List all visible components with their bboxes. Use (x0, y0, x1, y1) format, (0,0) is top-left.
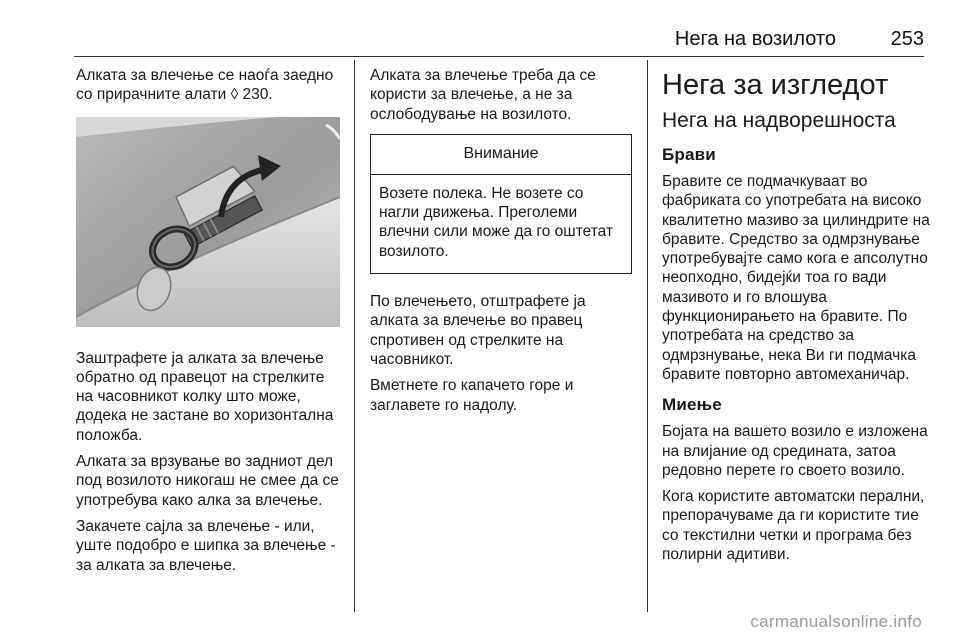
watermark: carmanualsonline.info (750, 612, 922, 631)
body-paragraph: Заштрафете ја алката за влечење обратно од правецот на стрелките на часовникот колку што може, додека не застане во хоризонтална положба. (76, 349, 334, 444)
body-paragraph: Вметнете го капачето горе и заглавете го надолу. (370, 377, 574, 414)
column-divider-left (354, 60, 355, 612)
warning-box (370, 134, 632, 274)
locks-heading: Брави (662, 145, 716, 164)
body-paragraph: По влечењето, отштрафете ја алката за влечење во правец спротивен од стрелките на часовникот. (370, 293, 586, 368)
column-divider-right (647, 60, 648, 612)
body-paragraph: Алката за врзување во задниот дел под возилото никогаш не смее да се употребува како алка за влечење. (76, 453, 339, 509)
column-3 (662, 66, 932, 571)
intro-paragraph: Алката за влечење се наоѓа заедно со прирачните алати ◊ 230. (76, 67, 334, 104)
column-1 (76, 66, 344, 582)
locks-paragraph: Бравите се подмачкуваат во фабриката со употребата на високо квалитетно мазиво за цилиндрите на бравите. Средство за одмрзнување употребувајте само кога е апсолутно неопходно, бидејќи тоа го вади мазивото и го влошува функционирањето на бравите. По употребата на средство за одмрзнување, нека Ви ги подмачка бравите повторно автомеханичар. (662, 173, 930, 383)
body-paragraph: Закачете сајла за влечење - или, уште подобро е шипка за влечење - за алката за влечење. (76, 517, 336, 574)
section-heading: Нега за изгледот (662, 69, 889, 101)
towing-eye-illustration (76, 117, 340, 327)
warning-text: Возете полека. Не возете со нагли движења. Преголеми влечни сили може да го оштетат возилото. (379, 184, 614, 260)
subsection-heading: Нега на надворешноста (662, 109, 896, 132)
header-rule (74, 56, 924, 57)
body-paragraph: Алката за влечење треба да се користи за влечење, а не за ослободување на возилото. (370, 67, 596, 123)
washing-paragraph: Бојата на вашето возило е изложена на влијание од средината, затоа редовно перете го своето возило. (662, 423, 928, 479)
washing-paragraph: Кога користите автоматски перални, препорачуваме да ги користите тие со текстилни четки и програма без полирни адитиви. (662, 488, 925, 564)
page-header-title: Нега на возилото (674, 28, 836, 50)
warning-title: Внимание (371, 135, 631, 175)
page-number: 253 (890, 28, 924, 50)
washing-heading: Миење (662, 395, 722, 415)
column-2 (370, 66, 632, 422)
